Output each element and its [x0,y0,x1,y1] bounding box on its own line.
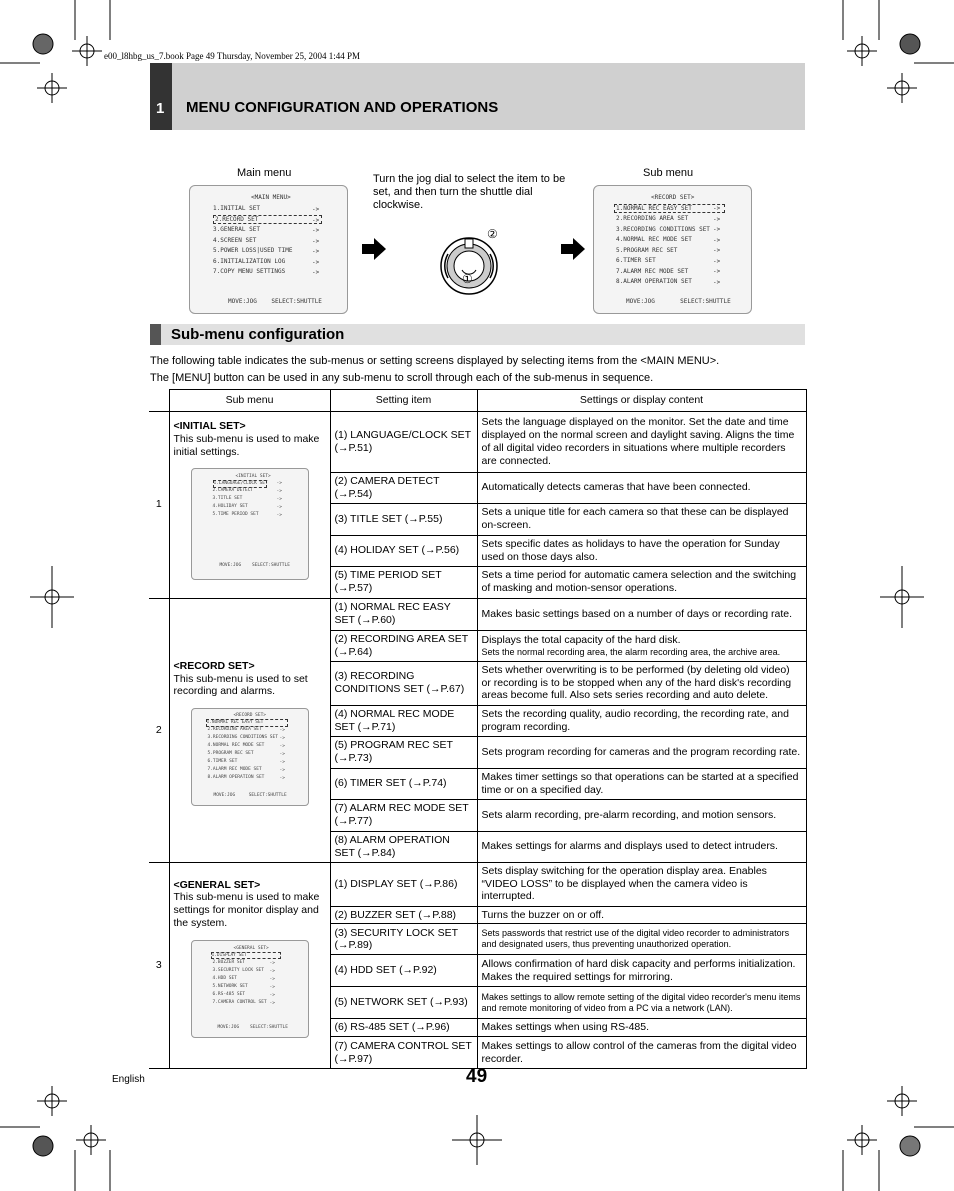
thumb-title: <INITIAL SET> [235,474,271,480]
chapter-title: MENU CONFIGURATION AND OPERATIONS [186,99,499,116]
thumb-arrows: -> -> -> -> -> [276,481,282,519]
setting-content: Sets program recording for cameras and the program recording rate. [477,736,806,768]
thumb-item: 5.NETWORK SET [212,983,248,989]
thumb-item: 7.CAMERA CONTROL SET [212,999,267,1005]
setting-content: Sets specific dates as holidays to have the operation for Sunday used on those days also. [477,535,806,566]
setting-content: Makes settings to allow control of the cameras from the digital video recorder. [477,1037,806,1069]
setting-item: (7) CAMERA CONTROL SET (→P.97) [330,1037,477,1069]
setting-item: (8) ALARM OPERATION SET (→P.84) [330,831,477,862]
main-menu-item: 7.COPY MENU SETTINGS [213,268,286,275]
setting-content: Turns the buzzer on or off. [477,906,806,924]
setting-item: (5) NETWORK SET (→P.93) [330,987,477,1019]
header-setting-item: Setting item [330,390,477,412]
setting-item: (4) NORMAL REC MODE SET (→P.71) [330,705,477,736]
table-row [149,598,806,630]
sub-menu-item: 4.NORMAL REC MODE SET [616,236,692,243]
setting-content: Makes basic settings based on a number of days or recording rate. [477,598,806,630]
submenu-cell [169,598,330,862]
content-line-small: Sets the normal recording area, the alarm recording area, the archive area. [481,646,781,657]
thumb-item: 5.TIME PERIOD SET [212,512,259,518]
section-title: Sub-menu configuration [171,326,345,343]
thumb-item: 1.DISPLAY SET [211,952,281,959]
sub-menu-item: 8.ALARM OPERATION SET [616,278,692,285]
intro-text-2: The [MENU] button can be used in any sub-menu to scroll through each of the sub-menus in sequence. [150,372,654,384]
thumb-item: 3.RECORDING CONDITIONS SET [207,735,278,741]
submenu-cell [169,862,330,1069]
setting-item: (1) NORMAL REC EASY SET (→P.60) [330,598,477,630]
sub-menu-item: 5.PROGRAM REC SET [616,247,678,254]
thumb-item: 8.ALARM OPERATION SET [207,775,265,781]
section-bar [150,324,161,345]
setting-item: (1) DISPLAY SET (→P.86) [330,862,477,906]
setting-content: Makes settings to allow remote setting of the digital video recorder's menu items and remote monitoring of video from a PC via a network (LAN). [477,987,806,1019]
submenu-desc: This sub-menu is used to make settings for monitor display and the system. [173,891,320,929]
setting-item: (6) TIMER SET (→P.74) [330,768,477,799]
thumb-item: 2.BUZZER SET [212,959,246,965]
language-label: English [112,1074,145,1085]
setting-content [477,630,806,661]
thumb-title: <RECORD SET> [233,713,267,719]
right-arrow-icon [362,238,386,260]
main-menu-item-selected: 2.RECORD SET [213,215,322,224]
header-band [150,63,805,130]
sub-menu-item: 2.RECORDING AREA SET [616,215,689,222]
thumb-item: 3.SECURITY LOCK SET [212,967,264,973]
sub-menu-item: 3.RECORDING CONDITIONS SET [616,226,710,233]
setting-content: Sets a time period for automatic camera selection and the switching of masking and motion-sensor operations. [477,566,806,598]
sub-menu-title: <RECORD SET> [651,194,695,201]
main-menu-title: <MAIN MENU> [251,194,291,201]
file-info: e00_l8hbg_us_7.book Page 49 Thursday, November 25, 2004 1:44 PM [104,51,360,61]
setting-content: Sets a unique title for each camera so that these can be displayed on-screen. [477,503,806,535]
table-row [149,862,806,906]
setting-content: Sets passwords that restrict use of the digital video recorder to administrators and designated users, thus preventing unauthorized operation. [477,924,806,955]
submenu-table [149,389,807,1069]
submenu-name: <GENERAL SET> [173,878,261,891]
main-menu-caption: Main menu [237,167,292,179]
table-row [149,412,806,473]
setting-content: Sets the recording quality, audio recording, the recording rate, and program recording. [477,705,806,736]
main-menu-screen [189,185,348,314]
setting-content: Sets display switching for the operation display area. Enables “VIDEO LOSS” to be displayed when the camera video is interrupted. [477,862,806,906]
right-arrow-icon [561,238,585,260]
instruction-text: Turn the jog dial to select the item to be set, and then turn the shuttle dial clockwise. [373,173,566,211]
group-number: 1 [149,412,169,599]
setting-item: (5) TIME PERIOD SET (→P.57) [330,566,477,598]
setting-item: (2) RECORDING AREA SET (→P.64) [330,630,477,661]
header-number [149,390,169,412]
sub-menu-item-selected: 1.NORMAL REC EASY SET [614,204,725,213]
chapter-number-box [150,63,172,130]
setting-content: Makes settings when using RS-485. [477,1019,806,1037]
setting-content: Allows confirmation of hard disk capacity and performs initialization. Makes the required settings for mirroring. [477,955,806,987]
group-number: 2 [149,598,169,862]
setting-item: (2) BUZZER SET (→P.88) [330,906,477,924]
thumb-item: 7.ALARM REC MODE SET [207,767,262,773]
sub-menu-footer: MOVE:JOG SELECT:SHUTTLE [626,298,731,305]
sub-menu-item: 6.TIMER SET [616,257,656,264]
chapter-number: 1 [156,100,165,117]
main-menu-item: 1.INITIAL SET [213,205,260,212]
submenu-screen-thumbnail [191,468,309,580]
thumb-item: 4.HOLIDAY SET [212,504,248,510]
setting-content: Makes settings for alarms and displays used to detect intruders. [477,831,806,862]
setting-item: (5) PROGRAM REC SET (→P.73) [330,736,477,768]
thumb-arrows: -> -> -> -> -> -> [269,960,275,1006]
main-menu-item: 4.SCREEN SET [213,237,257,244]
submenu-desc: This sub-menu is used to set recording and alarms. [173,672,308,698]
setting-item: (7) ALARM REC MODE SET (→P.77) [330,799,477,831]
setting-item: (4) HDD SET (→P.92) [330,955,477,987]
setting-item: (4) HOLIDAY SET (→P.56) [330,535,477,566]
setting-item: (3) SECURITY LOCK SET (→P.89) [330,924,477,955]
setting-item: (1) LANGUAGE/CLOCK SET (→P.51) [330,412,477,473]
setting-item: (3) TITLE SET (→P.55) [330,503,477,535]
intro-text-1: The following table indicates the sub-menus or setting screens displayed by selecting items from the <MAIN MENU>. [150,355,720,367]
dial-label-2: ② [487,227,498,241]
submenu-screen-thumbnail [191,940,309,1038]
thumb-title: <GENERAL SET> [233,945,269,951]
main-menu-item: 6.INITIALIZATION LOG [213,258,286,265]
thumb-item: 1.LANGUAGE/CLOCK SET [213,481,268,487]
thumb-item: 5.PROGRAM REC SET [207,751,254,757]
submenu-name: <RECORD SET> [173,659,255,672]
submenu-name: <INITIAL SET> [173,420,246,432]
thumb-item: 6.RS-485 SET [212,991,246,997]
main-menu-footer: MOVE:JOG SELECT:SHUTTLE [228,298,322,305]
setting-content: Makes timer settings so that operations can be started at a specified time or on a specified day. [477,768,806,799]
submenu-desc: This sub-menu is used to make initial settings. [173,432,320,458]
page-number: 49 [466,1066,488,1087]
setting-content: Automatically detects cameras that have been connected. [477,473,806,504]
thumb-item: 6.TIMER SET [207,759,238,765]
setting-content: Sets alarm recording, pre-alarm recording, and motion sensors. [477,799,806,831]
main-menu-arrows: -> -> -> -> -> -> -> [312,206,320,276]
submenu-cell [169,412,330,599]
thumb-item: 2.RECORDING AREA SET [207,727,262,733]
submenu-screen-thumbnail [191,708,309,806]
thumb-item: 4.NORMAL REC MODE SET [207,743,265,749]
group-number: 3 [149,862,169,1069]
sub-menu-item: 7.ALARM REC MODE SET [616,268,689,275]
header-content: Settings or display content [477,390,806,412]
dial-label-1: ① [462,272,473,286]
thumb-footer: MOVE:JOG SELECT:SHUTTLE [213,793,287,799]
thumb-footer: MOVE:JOG SELECT:SHUTTLE [219,563,290,569]
thumb-footer: MOVE:JOG SELECT:SHUTTLE [217,1024,288,1030]
sub-menu-screen [593,185,752,314]
thumb-item: 4.HDD SET [212,975,237,981]
main-menu-item: 3.GENERAL SET [213,226,260,233]
main-menu-item: 5.POWER LOSS|USED TIME [213,247,293,254]
header-sub-menu: Sub menu [169,390,330,412]
setting-item: (3) RECORDING CONDITIONS SET (→P.67) [330,661,477,705]
setting-content: Sets whether overwriting is to be performed (by deleting old video) or recording is to be stopped when any of the hard disk's recording areas become full. Also sets series recording and auto delete. [477,661,806,705]
setting-item: (2) CAMERA DETECT (→P.54) [330,473,477,504]
thumb-item: 2.CAMERA DETECT [212,488,254,494]
thumb-item: 1.NORMAL REC EASY SET [206,719,288,726]
setting-item: (6) RS-485 SET (→P.96) [330,1019,477,1037]
thumb-arrows: -> -> -> -> -> -> -> [279,728,285,782]
sub-menu-caption: Sub menu [643,167,694,179]
sub-menu-arrows: -> -> -> -> -> -> -> -> [713,205,721,286]
content-line: Displays the total capacity of the hard disk. [481,633,681,646]
setting-content: Sets the language displayed on the monitor. Set the date and time displayed on the normal screen and daylight saving. Aligns the time of all digital video recorders in situations where multiple recorders are connected. [477,412,806,473]
thumb-item: 3.TITLE SET [212,496,243,502]
